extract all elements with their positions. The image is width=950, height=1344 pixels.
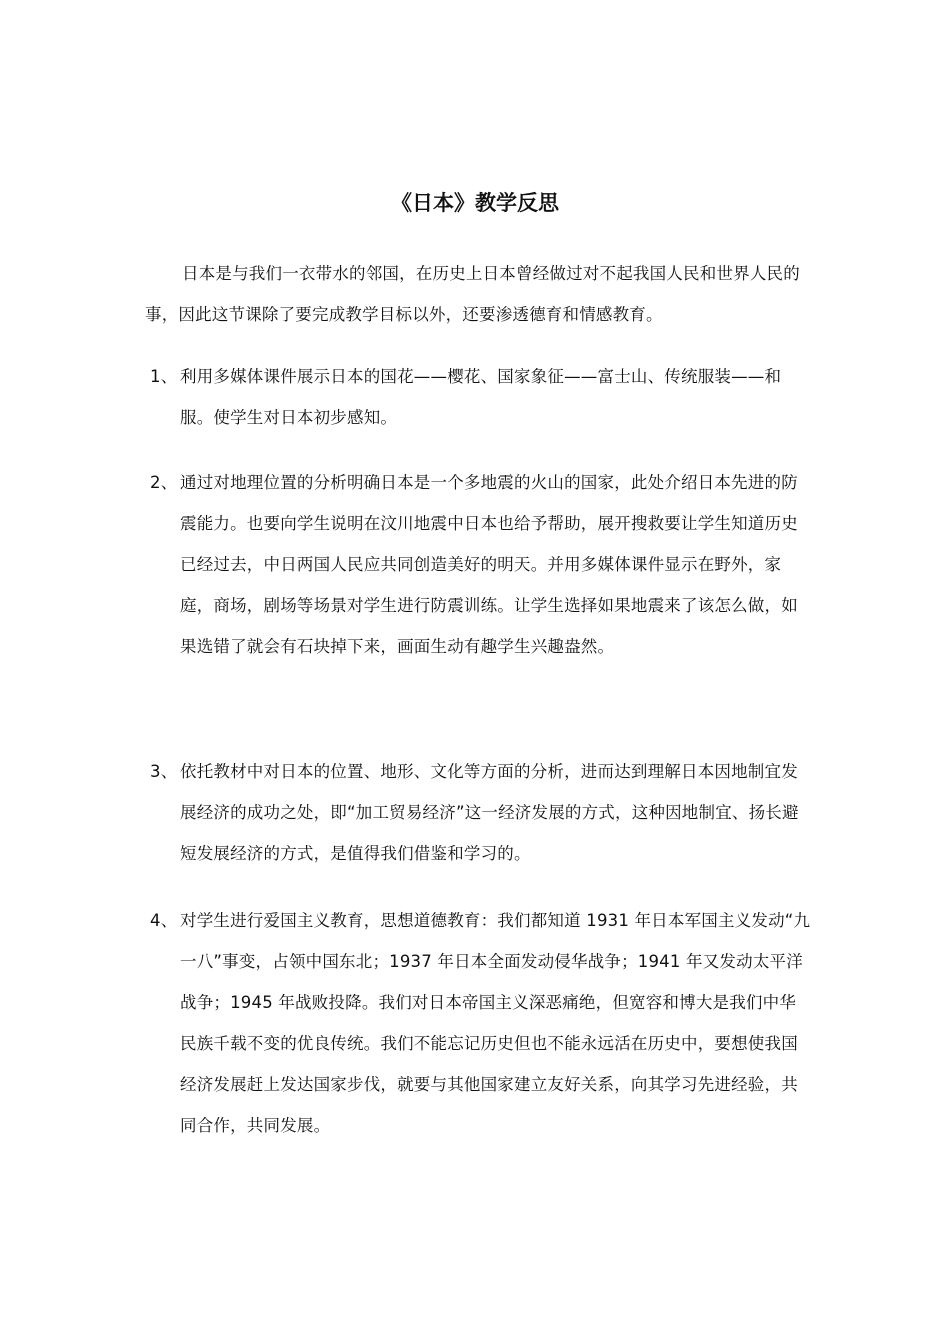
list-item-text: 通过对地理位置的分析明确日本是一个多地震的火山的国家，此处介绍日本先进的防震能力。也要向学生说明在汶川地震中日本也给予帮助，展开搜救要让学生知道历史已经过去，中日两国人民应共同创造美好的明天。并用多媒体课件显示在野外，家庭，商场，剧场等场景对学生进行防震训练。让学生选择如果地震来了该怎么做，如果选错了就会有石块掉下来，画面生动有趣学生兴趣盎然。: [180, 473, 798, 656]
list-item: [150, 356, 812, 438]
list-item: [150, 462, 812, 667]
list-item-text: 依托教材中对日本的位置、地形、文化等方面的分析，进而达到理解日本因地制宜发展经济的成功之处，即“加工贸易经济”这一经济发展的方式，这种因地制宜、扬长避短发展经济的方式，是值得我们借鉴和学习的。: [180, 762, 799, 863]
list-item-number: 2、: [150, 473, 178, 492]
intro-paragraph: 日本是与我们一衣带水的邻国，在历史上日本曾经做过对不起我国人民和世界人民的事，因此这节课除了要完成教学目标以外，还要渗透德育和情感教育。: [145, 264, 800, 324]
list-item-number: 3、: [150, 762, 178, 781]
list-item: [150, 751, 812, 874]
list-item: [150, 900, 812, 1146]
list-item-text: 利用多媒体课件展示日本的国花——樱花、国家象征——富士山、传统服装——和服。使学生对日本初步感知。: [180, 367, 782, 427]
list-item-text: 对学生进行爱国主义教育，思想道德教育：我们都知道 1931 年日本军国主义发动“九一八”事变，占领中国东北；1937 年日本全面发动侵华战争；1941 年又发动太平洋战争；1945 年战败投降。我们对日本帝国主义深恶痛绝，但宽容和博大是我们中华民族千载不变的优良传统。我们不能忘记历史但也不能永远活在历史中，要想使我国经济发展赶上发达国家步伐，就要与其他国家建立友好关系，向其学习先进经验，共同合作，共同发展。: [180, 911, 811, 1135]
list-item-number: 4、: [150, 911, 178, 930]
list-item-number: 1、: [150, 367, 178, 386]
document-title: 《日本》教学反思: [391, 191, 559, 215]
